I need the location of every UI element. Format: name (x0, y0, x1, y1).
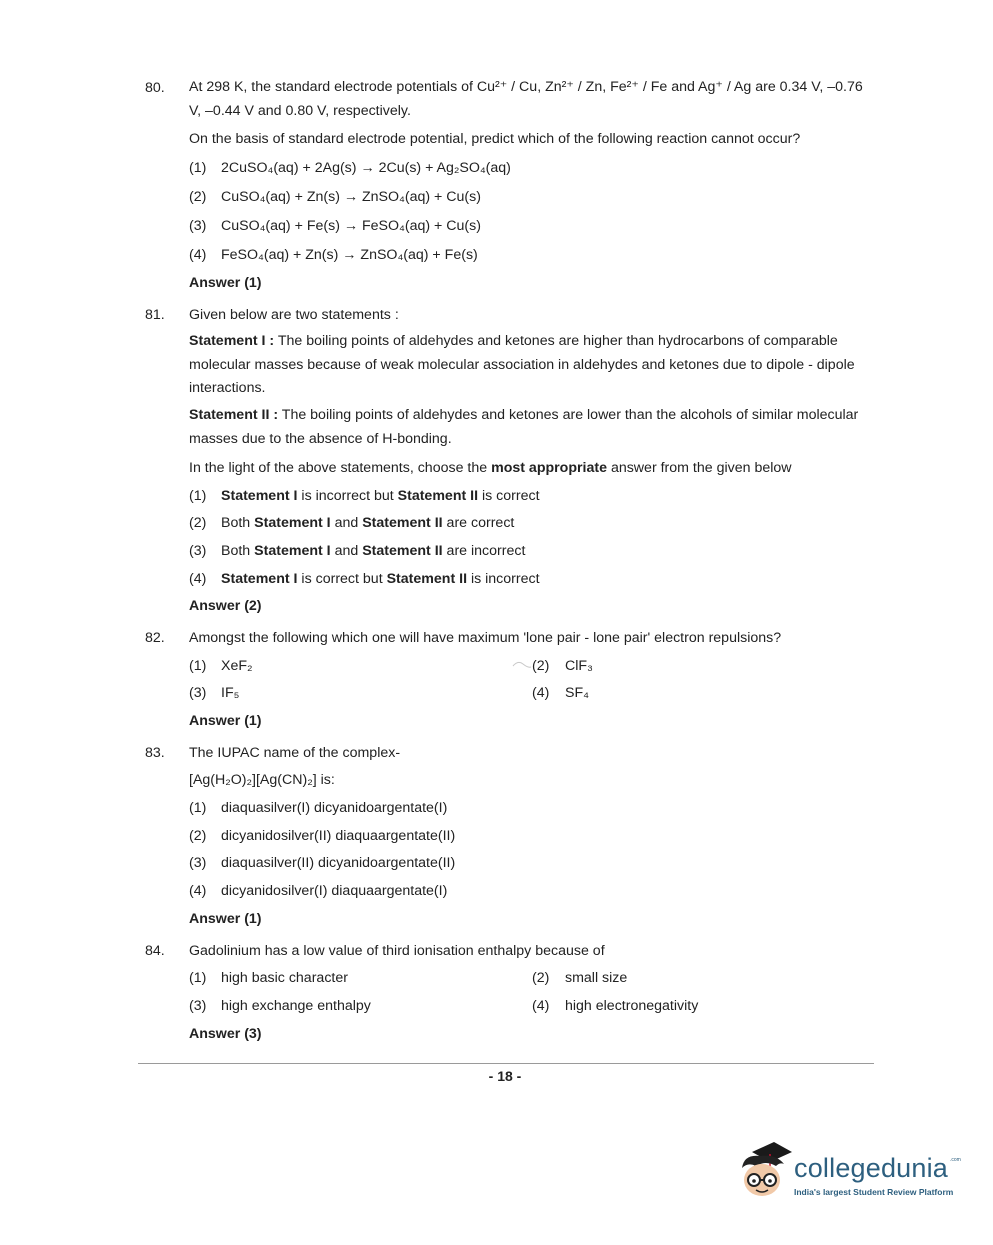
option-number: (4) (532, 685, 550, 701)
option-text: high basic character (221, 970, 348, 986)
option-text: dicyanidosilver(I) diaquaargentate(I) (221, 883, 448, 899)
option-number: (4) (532, 998, 550, 1014)
page-number: - 18 - (488, 1068, 522, 1084)
option-text: SF₄ (565, 685, 589, 701)
option-number: (3) (189, 685, 207, 701)
pen-stroke-mark (512, 659, 532, 669)
option-number: (2) (532, 658, 550, 674)
option-number: (1) (189, 160, 207, 176)
option-number: (2) (189, 515, 207, 531)
complex-formula: [Ag(H₂O)₂][Ag(CN)₂] is: (189, 772, 335, 788)
logo-suffix: .com (950, 1157, 961, 1163)
option-text: Statement I is correct but Statement II is incorrect (221, 571, 540, 587)
option-text: high electronegativity (565, 998, 699, 1014)
question-number: 83. (145, 745, 165, 761)
logo-wordmark: collegedunia (794, 1153, 949, 1183)
option-number: (3) (189, 998, 207, 1014)
statement-1 (189, 330, 869, 401)
option-text: CuSO₄(aq) + Fe(s) → FeSO₄(aq) + Cu(s) (221, 218, 481, 234)
option-number: (2) (189, 189, 207, 205)
question-number: 81. (145, 307, 165, 323)
question-stem: Amongst the following which one will have maximum 'lone pair - lone pair' electron repulsions? (189, 630, 782, 646)
option-number: (4) (189, 247, 207, 263)
option-number: (4) (189, 571, 207, 587)
question-number: 84. (145, 943, 165, 959)
option-number: (1) (189, 488, 207, 504)
question-stem: Gadolinium has a low value of third ionisation enthalpy because of (189, 943, 605, 959)
option-number: (2) (532, 970, 550, 986)
option-text: Statement I is incorrect but Statement II is correct (221, 488, 540, 504)
option-text: high exchange enthalpy (221, 998, 371, 1014)
statement-2-label: Statement II : (189, 407, 279, 423)
prompt-part: answer from the given below (610, 460, 792, 476)
prompt-emphasis: most appropriate (491, 460, 607, 476)
option-number: (1) (189, 658, 207, 674)
statement-1-text: The boiling points of aldehydes and ketones are higher than hydrocarbons of comparable molecular masses because of weak molecular association in aldehydes and ketones due to dipole - dipole interactions. (189, 333, 855, 396)
statement-2-text: The boiling points of aldehydes and ketones are lower than the alcohols of similar molecular masses due to the absence of H-bonding. (189, 407, 859, 447)
option-number: (4) (189, 883, 207, 899)
option-number: (3) (189, 218, 207, 234)
prompt-part: In the light of the above statements, choose the (189, 460, 488, 476)
question-prompt: On the basis of standard electrode potential, predict which of the following reaction cannot occur? (189, 131, 801, 147)
answer: Answer (1) (189, 275, 262, 291)
option-number: (2) (189, 828, 207, 844)
option-number: (1) (189, 970, 207, 986)
option-number: (1) (189, 800, 207, 816)
answer: Answer (2) (189, 598, 262, 614)
option-text: CuSO₄(aq) + Zn(s) → ZnSO₄(aq) + Cu(s) (221, 189, 481, 205)
answer: Answer (1) (189, 713, 262, 729)
option-text: diaquasilver(II) dicyanidoargentate(II) (221, 855, 456, 871)
option-text: ClF₃ (565, 658, 593, 674)
option-text: diaquasilver(I) dicyanidoargentate(I) (221, 800, 448, 816)
question-number: 82. (145, 630, 165, 646)
question-prompt (189, 459, 792, 477)
question-intro: Given below are two statements : (189, 307, 399, 323)
answer: Answer (3) (189, 1026, 262, 1042)
answer: Answer (1) (189, 911, 262, 927)
option-text: Both Statement I and Statement II are incorrect (221, 543, 526, 559)
statement-1-label: Statement I : (189, 333, 275, 349)
option-text: XeF₂ (221, 658, 253, 674)
statement-2 (189, 404, 869, 451)
option-number: (3) (189, 543, 207, 559)
question-number: 80. (145, 80, 165, 96)
option-text: 2CuSO₄(aq) + 2Ag(s) → 2Cu(s) + Ag₂SO₄(aq) (221, 160, 511, 176)
logo-tagline: India's largest Student Review Platform (794, 1187, 954, 1197)
option-text: Both Statement I and Statement II are correct (221, 515, 515, 531)
option-text: small size (565, 970, 628, 986)
option-number: (3) (189, 855, 207, 871)
question-stem: At 298 K, the standard electrode potentials of Cu²⁺ / Cu, Zn²⁺ / Zn, Fe²⁺ / Fe and Ag⁺ / Ag are 0.34 V, –0.76 V, –0.44 V and 0.80 V, respectively. (189, 79, 863, 119)
option-text: dicyanidosilver(II) diaquaargentate(II) (221, 828, 456, 844)
option-text: IF₅ (221, 685, 240, 701)
option-text: FeSO₄(aq) + Zn(s) → ZnSO₄(aq) + Fe(s) (221, 247, 478, 263)
question-stem: The IUPAC name of the complex- (189, 745, 401, 761)
footer-divider (138, 1063, 874, 1064)
